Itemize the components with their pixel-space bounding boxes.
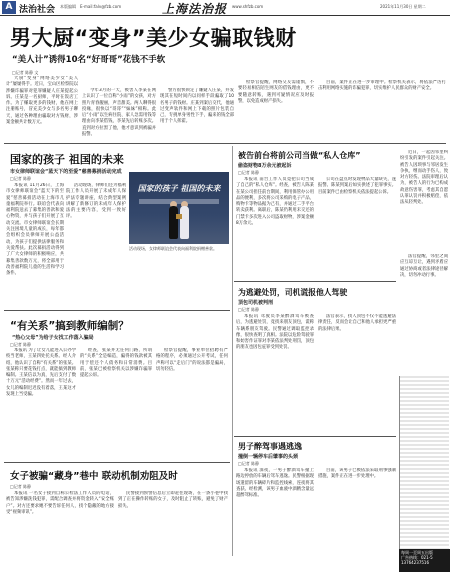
photo-caption: 活动现场，女律师联谊会代表向福利院捐赠善款。 — [129, 246, 217, 251]
edition-email: E-mail:falv@fzb.com — [80, 4, 122, 9]
website: www.shfzb.com — [232, 4, 264, 9]
story4-top-rule — [4, 462, 230, 463]
story6-column-1: 本报讯 驾驶员李某醉酒驾车被查后，为逃避处罚，竟找来朋友顶包，谎称车辆系朋友驾驶。民警通过调取监控录像，很快查明了真相。法院以危险驾驶罪和妨害作证罪对李某依法判处刑罚，顶包的朋友也因包庇罪受到处罚。 — [236, 314, 314, 351]
lead-column-3: 警方很快锁定了嫌疑人庄某，并发现其在短时间内以同样手段骗取了10名男子的钱财。庄某到案后交代，他通过变声软件和网上下载的照片包装自己，专挑单身男性下手，骗来的钱全部用于个人挥霍。 — [160, 88, 234, 125]
story5-column-2: 公司在盘点时发现物品大量缺失，遂报警。陈某到案后如实供述了犯罪事实。目前案件已由检察机关依法提起公诉。 — [318, 177, 396, 195]
story2-title: 国家的孩子 祖国的未来 — [10, 153, 124, 166]
issue-date: 2021年11月30日 星期二 — [380, 4, 426, 9]
story3-byline: □记者 陈静 — [10, 342, 32, 347]
column-divider — [232, 146, 233, 556]
section-name: 法治社会 — [19, 5, 56, 15]
story3-column-3: 检察官提醒，事业单位招聘有严格的程序，必须通过公开考试，任何声称可以“走后门”的说法都是骗局，切勿轻信。 — [156, 348, 228, 372]
person-figure — [180, 206, 189, 239]
story2-column-2: 活动现场，律师们还为福利院工作人员开展了未成年人保护法专题讲座，结合典型案例讲解了新修订的未成年人保护法的主要内容，受到一致好评。 — [66, 183, 126, 220]
story7-byline: □记者 陈静 — [238, 461, 260, 466]
story5-column-1: 本报讯 前台工作人员竟把公司当成了自己的“私人仓库”。经查，被告人陈某在某公司担任前台期间，利用保管办公用品的便利，多次将公司采购的电子产品、购物卡等物品据为己有，并通过二手平台转卖获利。离职后，陈某仍利用未交还的门禁卡多次进入公司盗取财物，涉案金额8万余元。 — [236, 177, 314, 227]
ad-hotline: 广告热线：021-5 — [401, 555, 433, 560]
lead-column-4: 检察官提醒，网络交友需谨慎，不要轻易相信陌生网友的借钱理由，更不要随意转账，遇到可疑情况应及时报警，以免造成财产损失。 — [238, 80, 314, 104]
story4-title: 女子被骗“藏身”巷中 联动机制劝阻及时 — [10, 471, 178, 482]
story7-top-rule — [234, 436, 396, 437]
section-letter-logo: A — [2, 1, 16, 14]
right-column-1: 近日，一起因邻里纠纷引发的案件引起关注。被告人因琐事与邻居发生争执，继而动手伤人，致对方轻伤。法院审理后认为，被告人的行为已构成故意伤害罪，考虑其自愿认罪认罚并积极赔偿，依法从轻判处。 — [400, 150, 448, 206]
lead-column-1: 大厨“变身”网络美少女“美人计”屡屡得手。近日，宝山区检察院以涉嫌诈骗罪对犯罪嫌疑人庄某提起公诉。庄某是一名厨师，平时在饭店工作。为了赚取更多的钱财，他在网上注册账号，冒充美少女与多名男子聊天，通过各种理由骗取对方钱财，涉案金额共计数万元。 — [6, 76, 78, 126]
story3-column-2: 经查，张某并无任何门路，所谓的“关系”全是编造，骗得的钱款被其用于偿还个人债务和日常消费。目前，张某已被检察机关以涉嫌诈骗罪提起公诉。 — [80, 348, 152, 379]
story4-byline: □记者 陈静 — [10, 484, 32, 489]
lead-column-5: 目前，案件正在进一步审理中。检察机关表示，将依法严厉打击利用网络实施的诈骗犯罪，切实维护人民群众的财产安全。 — [318, 80, 446, 92]
classifieds-block — [399, 376, 449, 554]
paper-title: 上海法治报 — [162, 2, 228, 16]
story3-title: “有关系”搞到教师编制？ — [10, 320, 129, 332]
story5-byline: □记者 陈静 — [238, 170, 260, 175]
publication-schedule: 每周一至周五出版 — [401, 550, 433, 555]
right-column-2: 法官提醒，邻里之间应互谅互让，遇到矛盾应通过协商或者法律途径解决，切勿冲动行事。 — [400, 254, 448, 278]
story5-subtitle: 偷盗财物8万余元被起诉 — [238, 163, 292, 169]
lead-byline: □记者 陈静 文 — [12, 70, 39, 75]
story3-subtitle: “热心父母”为给子女找工作落入骗局 — [12, 335, 94, 341]
story2-byline: □记者 陈静 — [10, 176, 32, 181]
story2-subtitle: 市女律师联谊会“蓝天下的至爱”慈善募捐活动完成 — [10, 169, 122, 175]
edition-label: 本版编辑 — [60, 4, 76, 9]
photo-banner-subline — [139, 199, 219, 204]
story7-column-2: 目前，该男子已被依法采取刑事强制措施，案件正在进一步处理中。 — [318, 468, 396, 480]
story7-title: 男子醉驾事遇逃逸 — [238, 442, 302, 451]
masthead — [0, 0, 450, 16]
story6-subtitle: 顶包司机被判刑 — [238, 300, 274, 306]
story2-column-1: 本报讯 11月26日，上海市女律师联谊会“蓝天下的至爱”慈善募捐活动在上海市儿童福利院举行。联谊会代表向福利院送去了募集的善款和爱心物资，并与孩子们开展了互动交流。市女律师联谊会长期关注困境儿童的成长，每年都会组织会员律师开展公益活动，为孩子们提供法律服务和关爱帮扶。此次募捐活动得到了广大女律师的积极响应，共募集善款数万元，将全部用于改善福利院儿童的生活和学习条件。 — [6, 183, 64, 277]
lead-subhead: “美人计”诱得10名“好哥哥”花钱不手软 — [12, 55, 166, 65]
story4-column-1: 本报讯 一名女子接到自称公检法工作人员的电话，被告知涉嫌洗钱犯罪，需配合调查并将资金转入“安全账户”。对方还要求她不要告诉任何人，找个隐蔽的地方接受“视频审讯”。 — [6, 491, 114, 515]
story7-subtitle: 撞倒一辆停车后肇事的头颈 — [238, 454, 299, 460]
publication-info-box — [399, 549, 450, 572]
story6-column-2: 法官表示，找人顶包不仅不能逃避法律责任，反而会让自己和他人承担更严重的法律后果。 — [318, 314, 396, 332]
lead-headline: 男大厨“变身”美少女骗取钱财 — [10, 26, 297, 50]
photo-banner-text: 国家的孩子 祖国的未来 — [137, 183, 221, 193]
story5-title: 被告前台将前公司当做“私人仓库” — [238, 151, 361, 160]
event-photo — [129, 172, 229, 244]
lead-column-2: 今年3月的一天，被害人李某在网上认识了一位自称“小雨”的女孩，对方照片青春靓丽，声音甜美。两人聊得很投缘，很快以“哥哥”“妹妹”相称。此后“小雨”以生病住院、家人急需用钱等理由向李某借钱，李某先后转账多次。直到对方拉黑了他，他才意识到被骗并报警。 — [82, 88, 156, 138]
person-figure — [169, 206, 178, 239]
story3-column-1: 本报讯 为了让女儿能进入公办学校当老师，王某四处托关系。经人介绍，他认识了自称“有关系”的张某。张某称只要花钱打点，就能搞到教师编制。王某信以为真，先后支付了数十万元“活动经费”。然而一年过去，女儿的编制迟迟没有着落，王某这才发现上当受骗。 — [6, 348, 76, 398]
story6-byline: □记者 陈静 — [238, 307, 260, 312]
story4-column-2: 民警接到预警信息后立即赶往现场，在一条小巷中找到了正在操作转账的女子，及时阻止了转账，避免了财产损失。 — [118, 491, 228, 509]
story7-column-1: 本报讯 深夜，一男子醉酒驾车撞上路边停放的车辆后驾车逃逸。民警根据现场遗留的车辆碎片和监控线索，连夜将其查获。经检测，该男子血液中酒精含量远超醉驾标准。 — [236, 468, 314, 499]
ad-phone: 13764237516 — [401, 560, 429, 565]
story6-top-rule — [234, 281, 396, 282]
story3-top-rule — [4, 310, 230, 311]
lead-bottom-rule — [4, 143, 446, 144]
donation-plaque — [176, 214, 182, 219]
story6-title: 为逃避处罚，司机谎报他人驾驶 — [238, 288, 348, 297]
